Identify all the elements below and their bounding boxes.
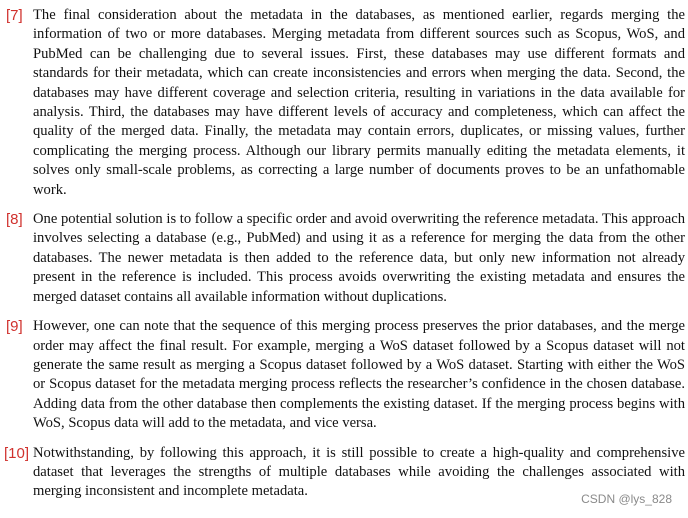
paragraph-marker: [7] (6, 7, 23, 24)
paragraph-text: One potential solution is to follow a specific order and avoid overwriting the reference metadata. This approach involves selecting a database (e.g., PubMed) and using it as a reference for merging the data from the other databases. The newer metadata is then added to the reference data, but only new information not already present in the reference is included. This process avoids overwriting the existing metadata and ensures the merged dataset contains all available information without duplications. (33, 211, 685, 305)
paragraph-9 (0, 317, 688, 433)
document-page (0, 6, 688, 512)
paragraph-text: Notwithstanding, by following this approach, it is still possible to create a high-quality and comprehensive dataset that leverages the strengths of multiple databases while avoiding the challenges associated with merging inconsistent and incomplete metadata. (33, 444, 685, 500)
paragraph-marker: [10] (4, 444, 30, 462)
paragraph-marker: [8] (6, 211, 23, 229)
paragraph-text: The final consideration about the metadata in the databases, as mentioned earlier, regards merging the information of two or more databases. Merging metadata from different sources such as Scopus, WoS, and PubMed can be challenging due to several issues. First, these databases may use different formats and standards for their metadata, which can create inconsistencies and errors when merging the data. Second, the databases may have different coverage and selection criteria, resulting in variations in the data available for analysis. Third, the databases may have different levels of accuracy and completeness, which can affect the quality of the merged data. Finally, the metadata may contain errors, duplicates, or missing values, further complicating the merging process. Although our library permits manually editing the metadata elements, it solves only small-scale problems, as correcting a large number of documents proves to be an unfathomable work. (33, 7, 685, 198)
watermark: CSDN @lys_828 (581, 492, 672, 506)
paragraph-text: However, one can note that the sequence of this merging process preserves the prior databases, and the merge order may affect the final result. For example, merging a WoS dataset followed by a Scopus dataset will not generate the same result as merging a Scopus dataset followed by a WoS dataset. Starting with either the WoS or Scopus dataset for the metadata merging process reflects the researcher’s confidence in the chosen database. Adding data from the other database then complements the existing dataset. If the merging process begins with WoS, Scopus data will add to the metadata, and vice versa. (33, 318, 685, 432)
paragraph-marker: [9] (6, 318, 23, 336)
paragraph-7 (0, 6, 688, 200)
paragraph-8 (0, 210, 688, 307)
